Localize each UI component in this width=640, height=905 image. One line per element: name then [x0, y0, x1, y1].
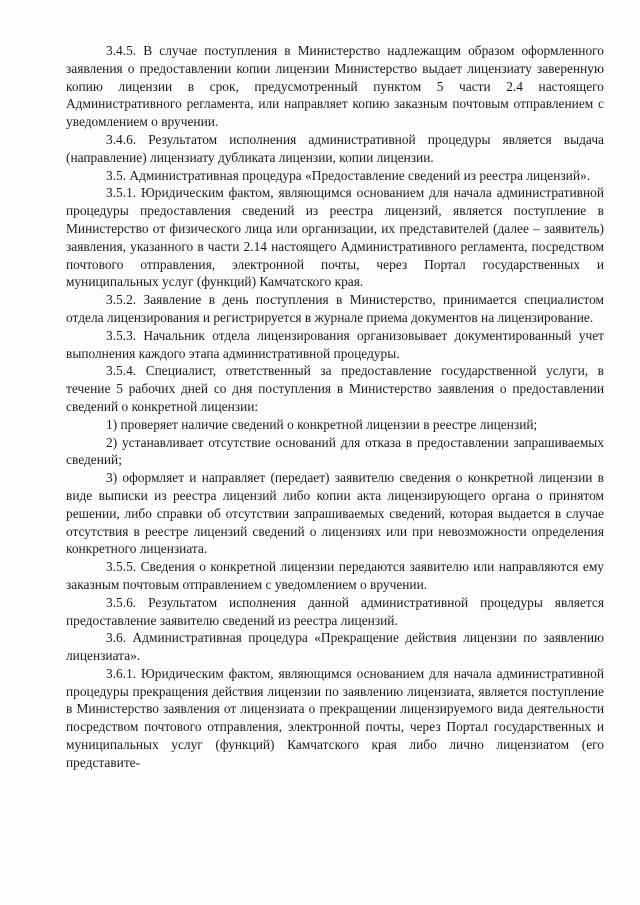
paragraph-3-4-6: 3.4.6. Результатом исполнения административной процедуры является выдача (направление) лицензиату дубликата лицензии, копии лицензии. — [66, 131, 604, 165]
list-item-1: 1) проверяет наличие сведений о конкретной лицензии в реестре лицензий; — [106, 416, 538, 432]
paragraph-3-5-6: 3.5.6. Результатом исполнения данной административной процедуры является предоставление заявителю сведений из реестра лицензий. — [66, 594, 604, 628]
paragraph-3-5-4: 3.5.4. Специалист, ответственный за предоставление государственной услуги, в течение 5 рабочих дней со дня поступления в Министерство заявления о предоставлении сведений о конкретной лицензии: — [66, 363, 604, 414]
paragraph-3-5-5: 3.5.5. Сведения о конкретной лицензии передаются заявителю или направляются ему заказным почтовым отправлением с уведомлением о вручении. — [66, 559, 604, 592]
list-item-2: 2) устанавливает отсутствие оснований для отказа в предоставлении запрашиваемых сведений; — [66, 434, 604, 468]
paragraph-3-5: 3.5. Административная процедура «Предоставление сведений из реестра лицензий». — [106, 167, 591, 183]
paragraph-3-6-1: 3.6.1. Юридическим фактом, являющимся основанием для начала административной процедуры прекращения действия лицензии по заявлению лицензиата, является поступление в Министерство заявления от лицензиата о прекращении лицензируемого вида деятельности посредством почтового отправления, электронной почты, через Портал государственных и муниципальных услуг (функций) Камчатского края либо лично лицензиатом (его представите- — [66, 665, 604, 770]
paragraph-3-4-5: 3.4.5. В случае поступления в Министерство надлежащим образом оформленного заявления о предоставлении копии лицензии Министерство выдает лицензиату заверенную копию лицензии в срок, предусмотренный пунктом 5 части 2.4 настоящего Административного регламента, или направляет копию заказным почтовым отправлением с уведомлением о вручении. — [66, 43, 604, 130]
list-item-3: 3) оформляет и направляет (передает) заявителю сведения о конкретной лицензии в виде выписки из реестра лицензий либо копии акта лицензирующего органа о принятом решении, либо справки об отсутствии запрашиваемых сведений, которая выдается в случае отсутствия в реестре лицензий сведений о лицензиях или при невозможности определения конкретного лицензиата. — [66, 470, 604, 557]
paragraph-3-6: 3.6. Административная процедура «Прекращение действия лицензии по заявлению лицензиата». — [66, 630, 604, 664]
paragraph-3-5-3: 3.5.3. Начальник отдела лицензирования организовывает документированный учет выполнения каждого этапа административной процедуры. — [66, 327, 604, 361]
paragraph-3-5-2: 3.5.2. Заявление в день поступления в Министерство, принимается специалистом отдела лицензирования и регистрируется в журнале приема документов на лицензирование. — [66, 292, 604, 325]
paragraph-3-5-1: 3.5.1. Юридическим фактом, являющимся основанием для начала административной процедуры предоставления сведений из реестра лицензий, является поступление в Министерство от физического лица или организации, их представителей (далее – заявитель) заявления, указанного в части 2.14 настоящего Административного регламента, посредством почтового отправления, электронной почты, через Портал государственных и муниципальных услуг (функций) Камчатского края. — [66, 185, 604, 290]
